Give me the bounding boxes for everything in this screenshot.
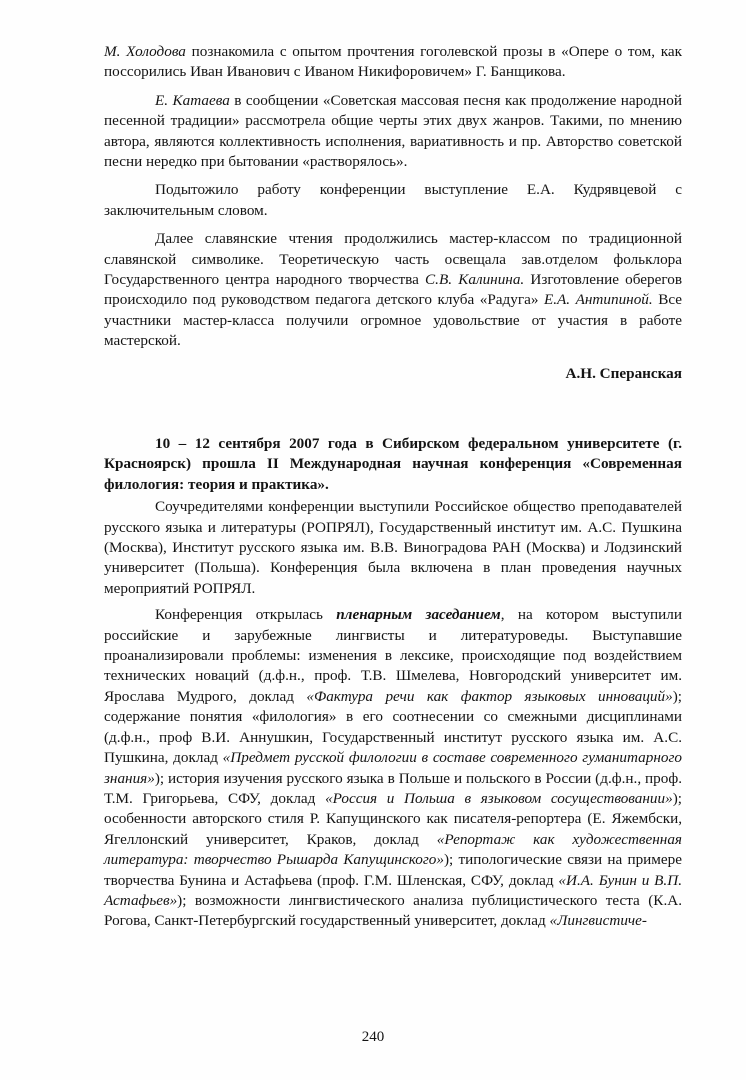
author-name: М. Холодова [104,43,186,60]
page-number: 240 [361,1029,385,1045]
paragraph-plenary: Конференция открылась пленарным заседанием, на котором выступили российские и зарубежные лингвисты и литературоведы. Выступавшие проанализировали проблемы: изменения в лексике, происходящие под воздействием технических новаций (д.ф.н., проф. Т.В. Шмелева, Новгородский университет им. Ярослава Мудрого, доклад «Фактура речи как фактор языковых инноваций»); содержание понятия «филология» в его соотнесении со смежными дисциплинами (д.ф.н., проф В.И. Аннушкин, Государственный институт русского языка им. А.С. Пушкина, доклад «Предмет русской филологии в составе современного гуманитарного знания»); история изучения русского языка в Польше и польского в России (д.ф.н., проф. Т.М. Григорьева, СФУ, доклад «Россия и Польша в языковом сосуществовании»); особенности авторского стиля Р. Капущинского как писателя-репортера (Е. Яжембски, Ягеллонский университет, Краков, доклад «Репортаж как художественная литература: творчество Рышарда Капущинского»); типологические связи на примере творчества Бунина и Астафьева (проф. Г.М. Шленская, СФУ, доклад «И.А. Бунин и В.П. Астафьев»); возможности лингвистического анализа публицистического теста (К.А. Рогова, Санкт-Петербургский государственный университет, доклад «Лингвистиче- [104,606,682,930]
paragraph-masterclass: Далее славянские чтения продолжились мастер-классом по традиционной славянской символике. Теоретическую часть освещала зав.отделом фольклора Государственного центра народного творчества С.В. Калинина. Изготовление оберегов происходило под руководством педагога детского клуба «Радуга» Е.А. Антипиной. Все участники мастер-класса получили огромное удовольствие от участия в работе мастерской. [104,230,682,350]
text-block-conference [104,434,682,932]
paragraph-founders: Соучредителями конференции выступили Российское общество преподавателей русского языка и литературы (РОПРЯЛ), Государственный институт им. А.С. Пушкина (Москва), Институт русского языка им. В.В. Виноградова РАН (Москва) и Лодзинский университет (Польша). Конференция была включена в план проведения научных мероприятий РОПРЯЛ. [104,498,682,597]
paragraph-holodova: М. Холодова познакомила с опытом прочтения гоголевской прозы в «Опере о том, как поссорились Иван Иванович с Иваном Никифоровичем» Г. Банщикова. [104,43,682,81]
plenary-emphasis: пленарным заседанием [336,606,501,624]
paragraph-summary: Подытожило работу конференции выступление Е.А. Кудрявцевой с заключительным словом. [104,181,682,219]
text-block-top [104,42,682,384]
section-heading: 10 – 12 сентября 2007 года в Сибирском федеральном университете (г. Красноярск) прошла II Международная научная конференция «Современная филология: теория и практика». [104,435,682,493]
signature: А.Н. Сперанская [565,364,682,382]
paragraph-kataeva: Е. Катаева в сообщении «Советская массовая песня как продолжение народной песенной традиции» рассмотрела общие черты этих двух жанров. Такими, по мнению автора, являются коллективность исполнения, вариативность и пр. Авторство советской песни нередко при бытовании «растворялось». [104,91,682,171]
author-name: Е. Катаева [155,91,230,109]
